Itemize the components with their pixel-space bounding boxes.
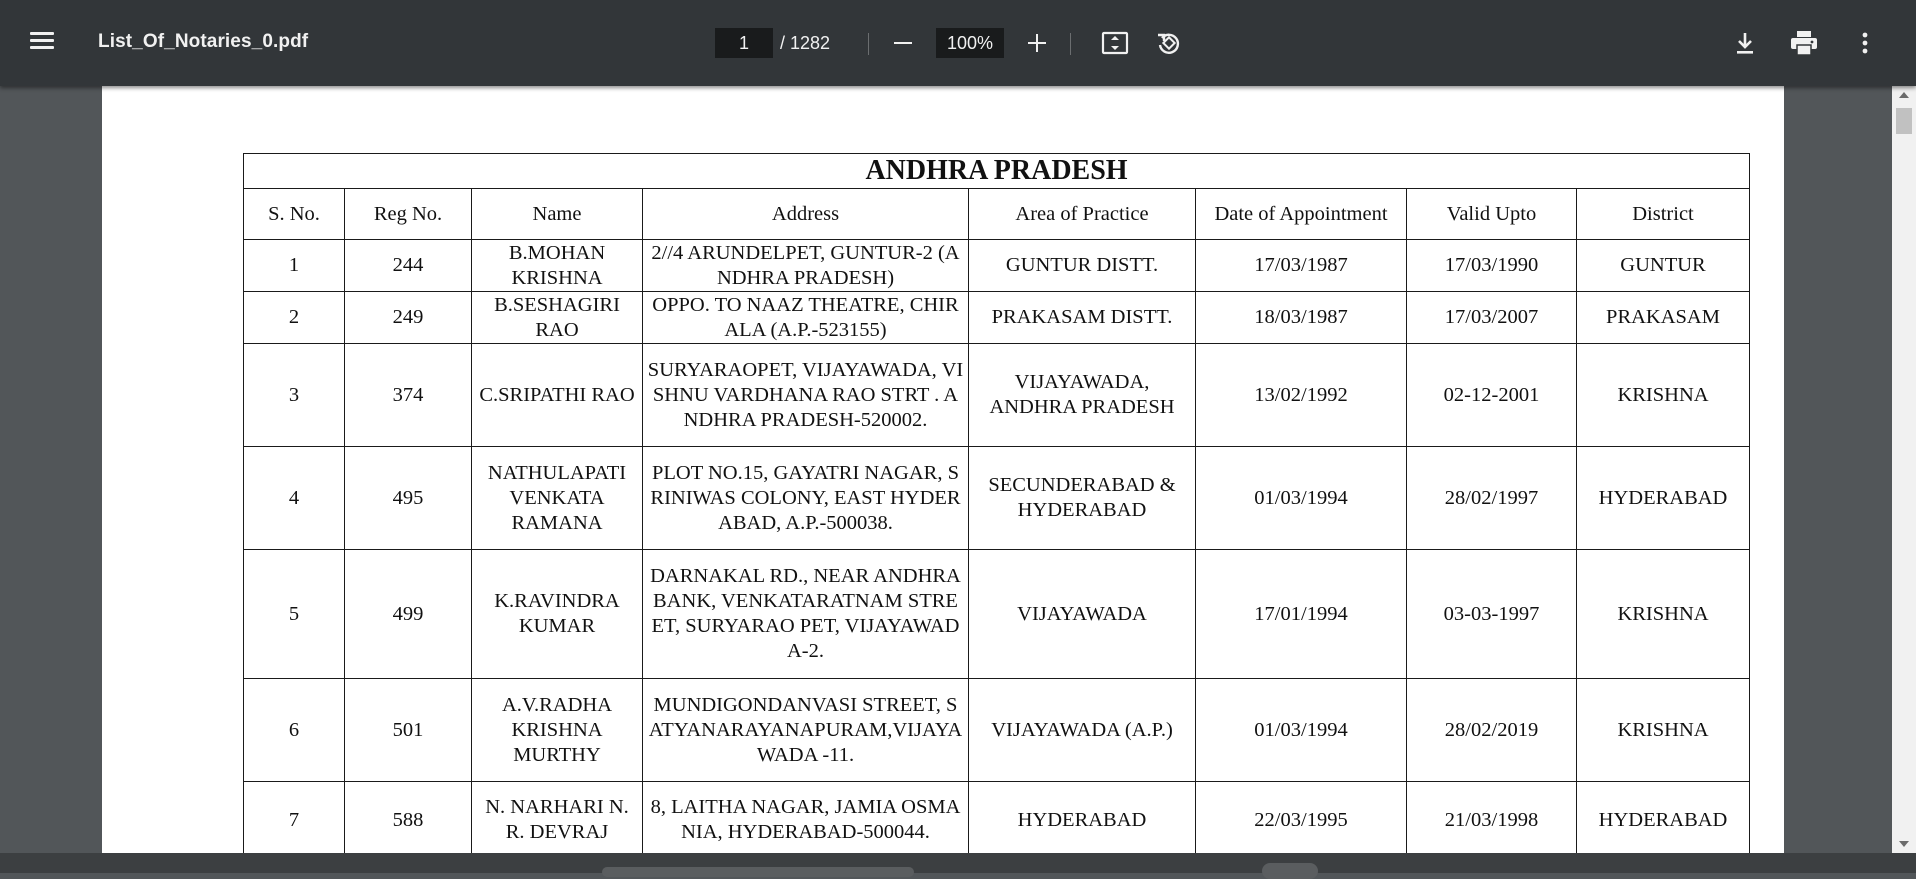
- table-row: [244, 344, 1750, 447]
- plus-icon: [1027, 33, 1047, 53]
- table-row: [244, 292, 1750, 344]
- table-cell: SECUNDERABAD & HYDERABAD: [969, 447, 1196, 550]
- table-cell: SURYARAOPET, VIJAYAWADA, VISHNU VARDHANA RAO STRT . ANDHRA PRADESH-520002.: [643, 344, 969, 447]
- table-cell: VIJAYAWADA, ANDHRA PRADESH: [969, 344, 1196, 447]
- table-cell: PRAKASAM DISTT.: [969, 292, 1196, 344]
- table-cell: 02-12-2001: [1407, 344, 1577, 447]
- table-cell: NATHULAPATI VENKATA RAMANA: [472, 447, 643, 550]
- table-cell: C.SRIPATHI RAO: [472, 344, 643, 447]
- bottom-pill: [602, 867, 914, 877]
- rotate-counterclockwise-icon: [1155, 29, 1183, 57]
- table-cell: KRISHNA: [1577, 679, 1750, 782]
- print-button[interactable]: [1787, 26, 1821, 60]
- more-actions-button[interactable]: [1848, 26, 1882, 60]
- more-vert-icon: [1861, 31, 1869, 55]
- scroll-up-icon[interactable]: [1899, 92, 1909, 98]
- table-cell: 21/03/1998: [1407, 782, 1577, 859]
- page-number-input[interactable]: [715, 28, 773, 58]
- table-cell: HYDERABAD: [1577, 782, 1750, 859]
- fit-to-page-button[interactable]: [1098, 26, 1132, 60]
- table-row: [244, 782, 1750, 859]
- table-cell: B.SESHAGIRI RAO: [472, 292, 643, 344]
- table-cell: 501: [345, 679, 472, 782]
- table-cell: HYDERABAD: [969, 782, 1196, 859]
- scroll-down-icon[interactable]: [1899, 841, 1909, 847]
- table-cell: OPPO. TO NAAZ THEATRE, CHIRALA (A.P.-523155): [643, 292, 969, 344]
- table-cell: 1: [244, 240, 345, 292]
- hamburger-menu-icon[interactable]: [30, 29, 56, 55]
- table-cell: PLOT NO.15, GAYATRI NAGAR, SRINIWAS COLONY, EAST HYDERABAD, A.P.-500038.: [643, 447, 969, 550]
- table-cell: 01/03/1994: [1196, 679, 1407, 782]
- table-cell: KRISHNA: [1577, 550, 1750, 679]
- table-cell: 8, LAITHA NAGAR, JAMIA OSMANIA, HYDERABAD-500044.: [643, 782, 969, 859]
- notaries-table: [243, 153, 1750, 859]
- table-cell: 17/03/2007: [1407, 292, 1577, 344]
- column-header: S. No.: [244, 189, 345, 240]
- table-cell: GUNTUR DISTT.: [969, 240, 1196, 292]
- vertical-scrollbar[interactable]: [1892, 86, 1916, 853]
- download-icon: [1734, 31, 1756, 55]
- table-cell: 03-03-1997: [1407, 550, 1577, 679]
- table-cell: GUNTUR: [1577, 240, 1750, 292]
- bottom-bar: [0, 853, 1916, 873]
- table-row: [244, 679, 1750, 782]
- download-button[interactable]: [1728, 26, 1762, 60]
- table-cell: 18/03/1987: [1196, 292, 1407, 344]
- rotate-button[interactable]: [1152, 26, 1186, 60]
- table-cell: 17/01/1994: [1196, 550, 1407, 679]
- table-cell: DARNAKAL RD., NEAR ANDHRA BANK, VENKATARATNAM STREET, SURYARAO PET, VIJAYAWADA-2.: [643, 550, 969, 679]
- table-cell: 2: [244, 292, 345, 344]
- table-cell: K.RAVINDRA KUMAR: [472, 550, 643, 679]
- scrollbar-thumb[interactable]: [1896, 108, 1912, 134]
- table-cell: 244: [345, 240, 472, 292]
- table-cell: 5: [244, 550, 345, 679]
- zoom-input[interactable]: [936, 28, 1004, 58]
- table-cell: 495: [345, 447, 472, 550]
- page-total: / 1282: [780, 33, 831, 53]
- fit-to-page-icon: [1101, 31, 1129, 55]
- table-cell: 28/02/1997: [1407, 447, 1577, 550]
- column-header: Area of Practice: [969, 189, 1196, 240]
- pdf-page: [102, 86, 1784, 853]
- table-cell: 7: [244, 782, 345, 859]
- table-cell: 374: [345, 344, 472, 447]
- toolbar-divider: [1070, 33, 1071, 55]
- table-cell: 22/03/1995: [1196, 782, 1407, 859]
- table-cell: VIJAYAWADA (A.P.): [969, 679, 1196, 782]
- table-cell: 249: [345, 292, 472, 344]
- toolbar-divider: [868, 33, 869, 55]
- state-heading: ANDHRA PRADESH: [244, 154, 1750, 189]
- table-cell: PRAKASAM: [1577, 292, 1750, 344]
- table-cell: 01/03/1994: [1196, 447, 1407, 550]
- zoom-out-button[interactable]: [886, 26, 920, 60]
- table-header-row: [244, 189, 1750, 240]
- table-cell: 499: [345, 550, 472, 679]
- bottom-toggle: [1262, 863, 1318, 879]
- column-header: District: [1577, 189, 1750, 240]
- table-cell: 3: [244, 344, 345, 447]
- zoom-in-button[interactable]: [1020, 26, 1054, 60]
- table-row: [244, 447, 1750, 550]
- table-cell: VIJAYAWADA: [969, 550, 1196, 679]
- table-cell: 2//4 ARUNDELPET, GUNTUR-2 (ANDHRA PRADESH): [643, 240, 969, 292]
- table-row: [244, 240, 1750, 292]
- table-cell: 13/02/1992: [1196, 344, 1407, 447]
- table-cell: 17/03/1990: [1407, 240, 1577, 292]
- column-header: Valid Upto: [1407, 189, 1577, 240]
- document-title: List_Of_Notaries_0.pdf: [98, 31, 309, 52]
- table-cell: N. NARHARI N. R. DEVRAJ: [472, 782, 643, 859]
- print-icon: [1790, 30, 1818, 56]
- table-cell: 4: [244, 447, 345, 550]
- table-cell: 6: [244, 679, 345, 782]
- column-header: Reg No.: [345, 189, 472, 240]
- table-cell: HYDERABAD: [1577, 447, 1750, 550]
- table-cell: B.MOHAN KRISHNA: [472, 240, 643, 292]
- table-body: [244, 240, 1750, 859]
- column-header: Address: [643, 189, 969, 240]
- table-cell: A.V.RADHA KRISHNA MURTHY: [472, 679, 643, 782]
- table-row: [244, 550, 1750, 679]
- table-cell: MUNDIGONDANVASI STREET, SATYANARAYANAPURAM,VIJAYAWADA -11.: [643, 679, 969, 782]
- table-cell: KRISHNA: [1577, 344, 1750, 447]
- pdf-viewer[interactable]: [0, 86, 1916, 873]
- minus-icon: [893, 33, 913, 53]
- column-header: Name: [472, 189, 643, 240]
- column-header: Date of Appointment: [1196, 189, 1407, 240]
- table-cell: 17/03/1987: [1196, 240, 1407, 292]
- table-cell: 588: [345, 782, 472, 859]
- pdf-toolbar: [0, 0, 1916, 86]
- table-cell: 28/02/2019: [1407, 679, 1577, 782]
